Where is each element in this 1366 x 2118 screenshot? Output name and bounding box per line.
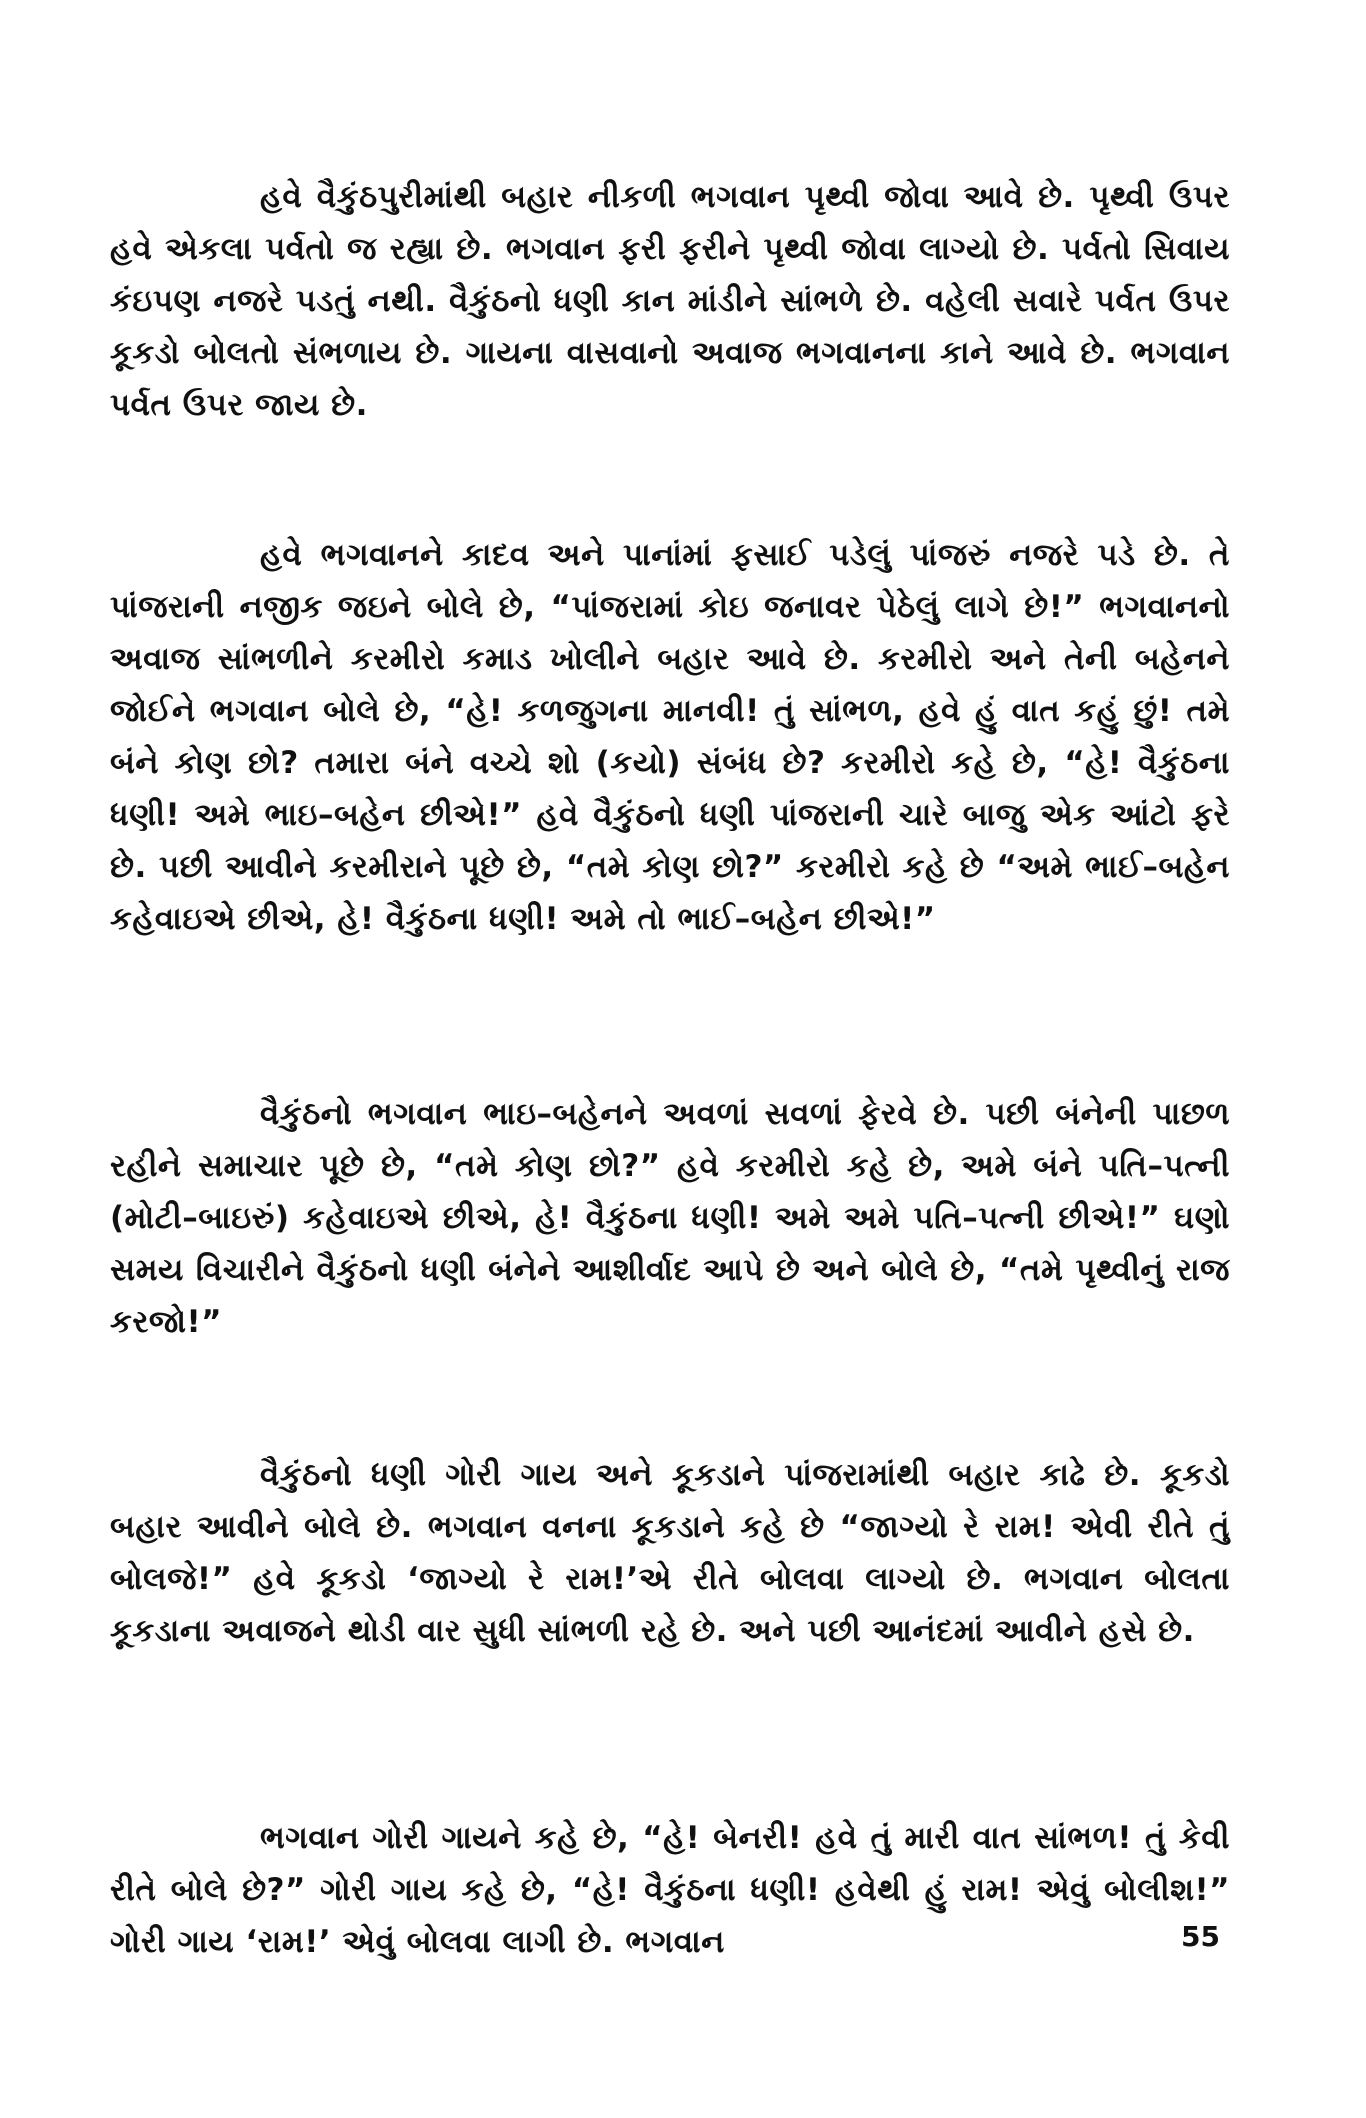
paragraph-2: હવે ભગવાનને કાદવ અને પાનાંમાં ફસાઈ પડેલું પાંજરું નજરે પડે છે. તે પાંજરાની નજીક જઇને બોલે છે, “પાંજરામાં કોઇ જનાવર પેઠેલું લાગે છે!” ભગવાનનો અવાજ સાંભળીને કરમીરો કમાડ ખોલીને બહાર આવે છે. કરમીરો અને તેની બહેનને જોઈને ભગવાન બોલે છે, “હે! કળજુગના માનવી! તું સાંભળ, હવે હું વાત કહું છું! તમે બંને કોણ છો? તમારા બંને વચ્ચે શો (કયો) સંબંધ છે? કરમીરો કહે છે, “હે! વૈકુંઠના ધણી! અમે ભાઇ–બહેન છીએ!” હવે વૈકુંઠનો ધણી પાંજરાની ચારે બાજુ એક આંટો ફરે છે. પછી આવીને કરમીરાને પૂછે છે, “તમે કોણ છો?” કરમીરો કહે છે “અમે ભાઈ–બહેન કહેવાઇએ છીએ, હે! વૈકુંઠના ધણી! અમે તો ભાઈ–બહેન છીએ!” [110,537,1230,937]
paragraph-4: વૈકુંઠનો ધણી ગોરી ગાય અને કૂકડાને પાંજરામાંથી બહાર કાઢે છે. કૂકડો બહાર આવીને બોલે છે. ભગવાન વનના કૂકડાને કહે છે “જાગ્યો રે રામ! એવી રીતે તું બોલજે!” હવે કૂકડો ‘જાગ્યો રે રામ!’એ રીતે બોલવા લાગ્યો છે. ભગવાન બોલતા કૂકડાના અવાજને થોડી વાર સુધી સાંભળી રહે છે. અને પછી આનંદમાં આવીને હસે છે. [110,1457,1230,1649]
paragraph-5: ભગવાન ગોરી ગાયને કહે છે, “હે! બેનરી! હવે તું મારી વાત સાંભળ! તું કેવી રીતે બોલે છે?” ગોરી ગાય કહે છે, “હે! વૈકુંઠના ધણી! હવેથી હું રામ! એવું બોલીશ!” ગોરી ગાય ‘રામ!’ એવું બોલવા લાગી છે. ભગવાન [110,1820,1230,1960]
paragraph-1: હવે વૈકુંઠપુરીમાંથી બહાર નીકળી ભગવાન પૃથ્વી જોવા આવે છે. પૃથ્વી ઉપર હવે એકલા પર્વતો જ રહ્યા છે. ભગવાન ફરી ફરીને પૃથ્વી જોવા લાગ્યો છે. પર્વતો સિવાય કંઇપણ નજરે પડતું નથી. વૈકુંઠનો ધણી કાન માંડીને સાંભળે છે. વહેલી સવારે પર્વત ઉપર કૂકડો બોલતો સંભળાય છે. ગાયના વાસવાનો અવાજ ભગવાનના કાને આવે છે. ભગવાન પર્વત ઉપર જાય છે. [110,179,1230,423]
paragraph-3: વૈકુંઠનો ભગવાન ભાઇ–બહેનને અવળાં સવળાં ફેરવે છે. પછી બંનેની પાછળ રહીને સમાચાર પૂછે છે, “તમે કોણ છો?” હવે કરમીરો કહે છે, અમે બંને પતિ–પત્ની (મોટી–બાઇરું) કહેવાઇએ છીએ, હે! વૈકુંઠના ધણી! અમે અમે પતિ–પત્ની છીએ!” ઘણો સમય વિચારીને વૈકુંઠનો ધણી બંનેને આશીર્વાદ આપે છે અને બોલે છે, “તમે પૃથ્વીનું રાજ કરજો!” [110,1096,1230,1340]
page-number: 55 [1181,1920,1220,1953]
